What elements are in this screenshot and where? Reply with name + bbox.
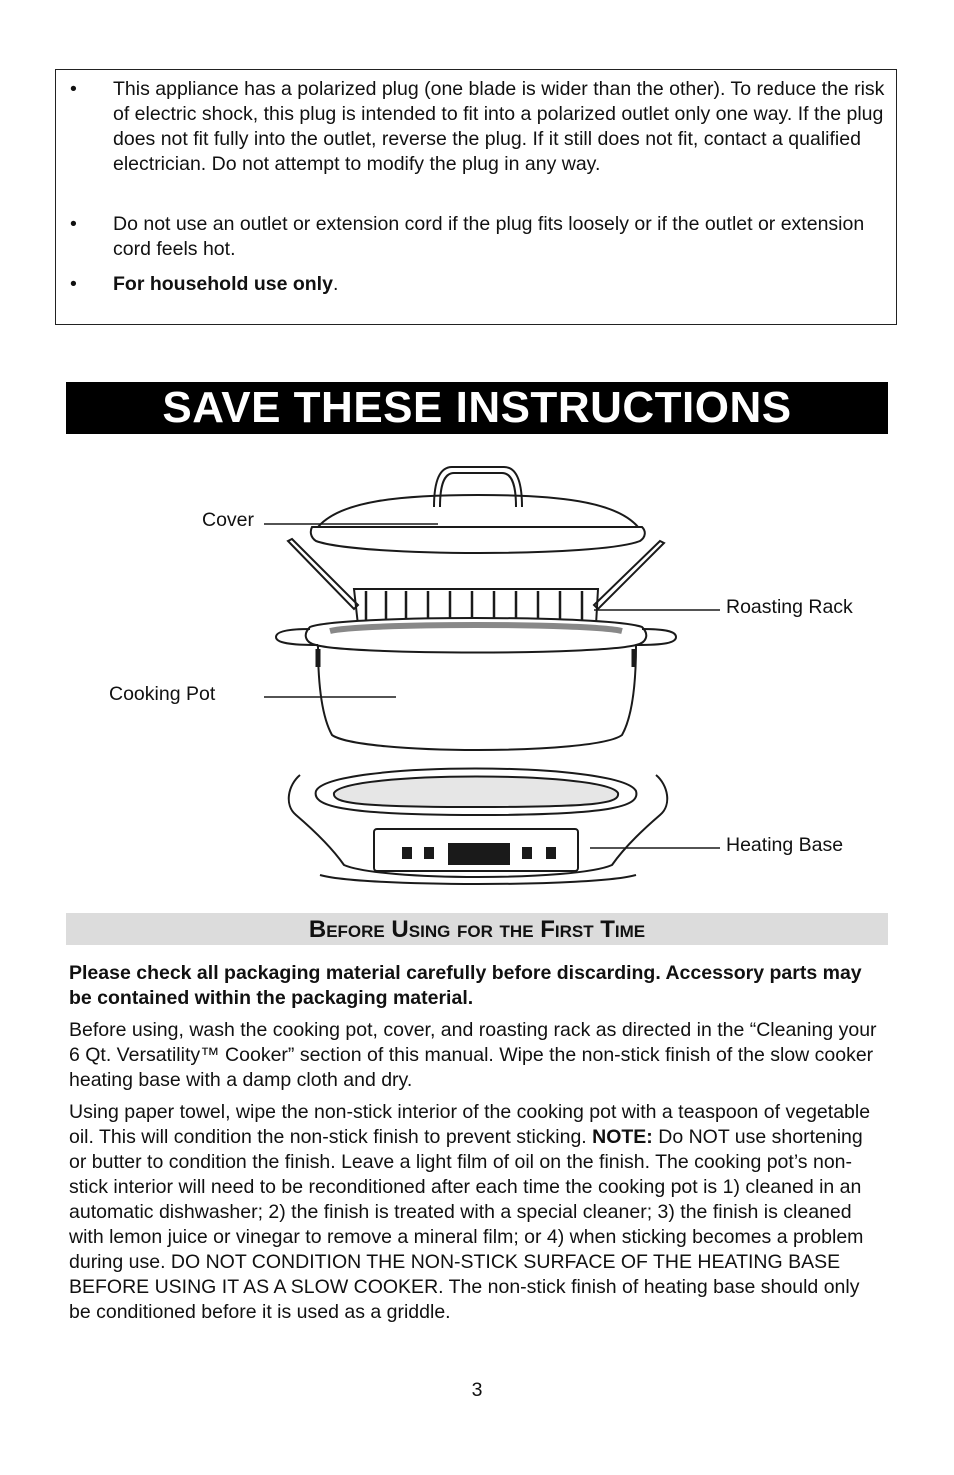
household-suffix: . [332,273,339,295]
warning-text [113,272,888,297]
rack-right-handle [594,541,664,609]
label-roasting-rack: Roasting Rack [726,596,853,618]
panel-button [402,847,412,859]
conditioning-text-b: Do NOT use shortening or butter to condition the finish. Leave a light film of oil on the finish. The cooking pot’s non-stick interior will need to be reconditioned after each time the cooking pot is 1) cleaned in an automatic dishwasher; 2) the finish is treated with a special cleaner; 3) the finish is cleaned with lemon juice or vinegar to remove a mineral film; or 4) when sticking becomes a problem during use. DO NOT CONDITION THE NON-STICK SURFACE OF THE HEATING BASE BEFORE USING IT AS A SLOW COOKER. The non-stick finish of heating base should only be conditioned before it is used as a griddle. [69,1126,864,1323]
section-title-first-time: Before Using for the First Time [66,913,888,945]
conditioning-instructions [69,1100,884,1325]
cooker-illustration [0,455,954,895]
packaging-notice: Please check all packaging material carefully before discarding. Accessory parts may be contained within the packaging material. [69,962,862,1009]
warning-text: Do not use an outlet or extension cord if the plug fits loosely or if the outlet or extension cord feels hot. [113,213,865,260]
bullet-icon: • [70,78,77,100]
cooker-diagram [0,455,954,895]
cover-dome [318,495,638,527]
warning-text: This appliance has a polarized plug (one blade is wider than the other). To reduce the risk of electric shock, this plug is intended to fit into a polarized outlet only one way. If the plug does not fit fully into the outlet, reverse the plug. If it still does not fit, contact a qualified electrician. Do not attempt to modify the plug in any way. [113,78,885,175]
rack-left-handle [288,539,358,609]
save-instructions-banner: SAVE THESE INSTRUCTIONS [66,382,888,434]
conditioning-text-a: Using paper towel, wipe the non-stick interior of the cooking pot with a teaspoon of vegetable oil. This will condition the non-stick finish to prevent sticking. [69,1101,871,1148]
panel-button [424,847,434,859]
note-label: NOTE: [592,1126,653,1148]
warning-box [55,69,897,325]
panel-button [546,847,556,859]
page-number: 3 [471,1379,483,1401]
label-cooking-pot: Cooking Pot [109,683,216,705]
bullet-icon: • [70,273,77,295]
label-cover: Cover [202,509,255,531]
household-bold: For household use only [113,273,333,295]
panel-display [448,843,510,865]
label-heating-base: Heating Base [726,834,844,856]
wash-instructions: Before using, wash the cooking pot, cover, and roasting rack as directed in the “Cleaning your 6 Qt. Versatility™ Cooker” section of this manual. Wipe the non-stick finish of the slow cooker heating base with a damp cloth and dry. [69,1019,877,1091]
cover-rim [311,527,645,553]
panel-button [522,847,532,859]
bullet-icon: • [70,213,77,235]
